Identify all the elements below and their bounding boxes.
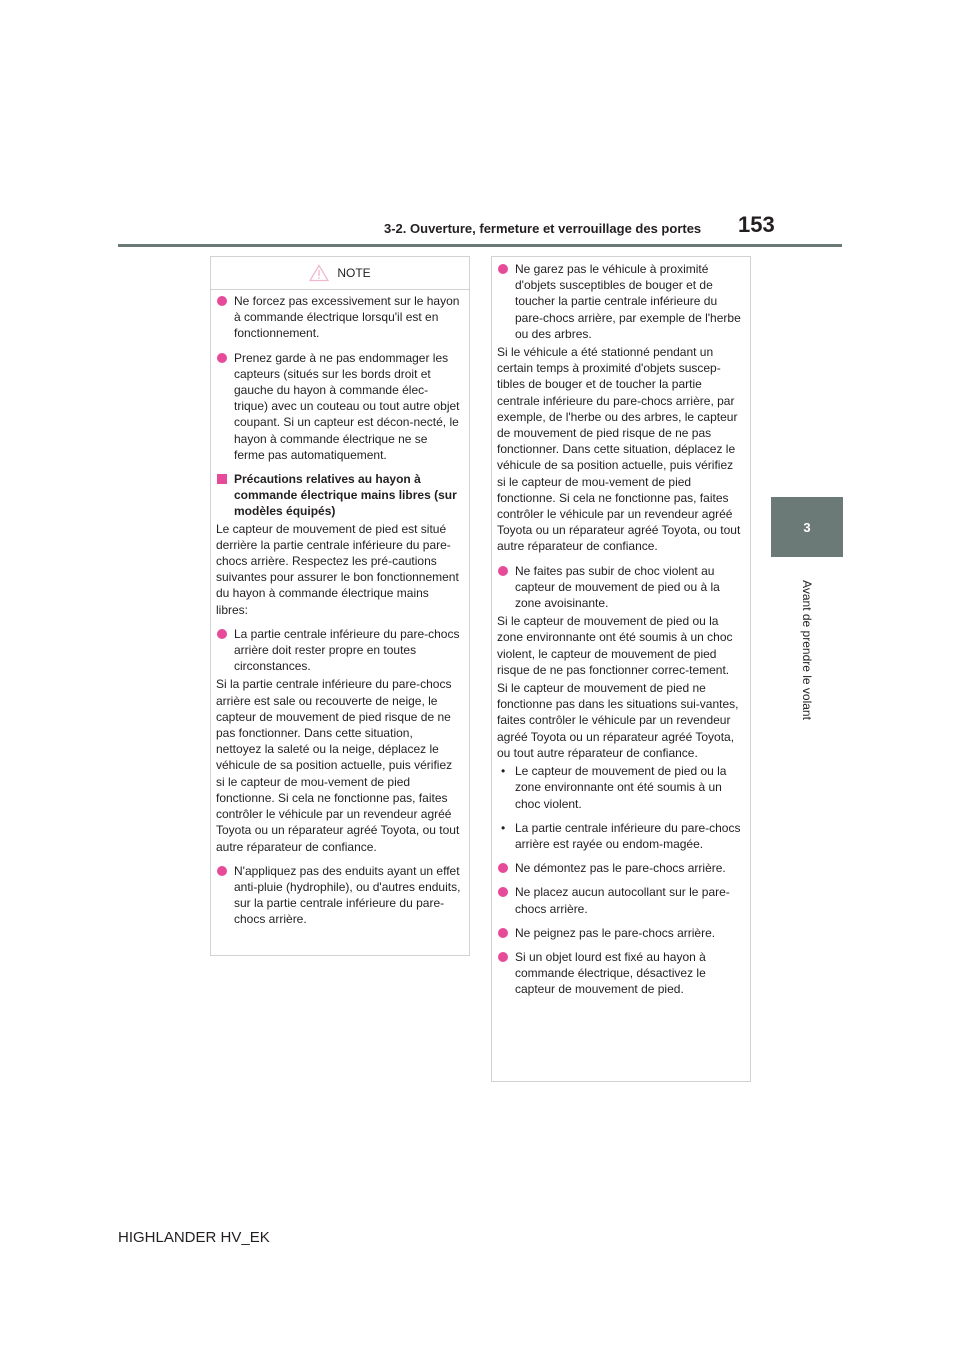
paragraph: Le capteur de mouvement de pied est situé derrière la partie centrale inférieure du pare-chocs arrière. Respectez les pré-cautions suivantes pour assurer le bon fonctionnement du hayon à commande électrique mains libres: [216, 521, 459, 617]
paragraph: Si le véhicule a été stationné pendant un certain temps à proximité d'objets suscep-tibles de bouger et de toucher la partie centrale inférieure du pare-chocs arrière, par exemple, de l'herbe ou des arbres, le capteur de mouvement de pied risque de ne pas fonctionner. Dans cette situation, déplacez le véhicule de sa position actuelle, puis vérifiez si le capteur de mou-vement de pied fonctionne. Si cela ne fonctionne pas, faites contrôler le véhicule par un revendeur agréé Toyota ou un réparateur agréé Toyota, ou tout autre réparateur de confiance. [497, 345, 741, 554]
section-heading [216, 471, 461, 520]
bullet-dot-icon [498, 952, 508, 962]
bullet-dot-icon [498, 928, 508, 938]
list-item-text: Ne démontez pas le pare-chocs arrière. [515, 861, 726, 876]
bullet-dot-icon [498, 863, 508, 873]
list-item [497, 949, 742, 998]
note-box-left [210, 256, 470, 956]
note-header [211, 257, 469, 290]
list-item-text: Ne faites pas subir de choc violent au capteur de mouvement de pied ou à la zone avoisinante. [515, 563, 720, 611]
list-item-text: Ne placez aucun autocollant sur le pare-chocs arrière. [515, 885, 730, 916]
list-item-text: N'appliquez pas des enduits ayant un effet anti-pluie (hydrophile), ou d'autres enduits, sur la partie centrale inférieure du pare-chocs arrière. [234, 863, 461, 927]
list-item-text: Ne garez pas le véhicule à proximité d'objets susceptibles de bouger et de toucher la partie centrale inférieure du pare-chocs arrière, par exemple de l'herbe ou des arbres. [515, 262, 741, 341]
list-item-text: Ne peignez pas le pare-chocs arrière. [515, 925, 716, 940]
chapter-title: Avant de prendre le volant [800, 580, 814, 720]
bullet-dot-icon [217, 866, 227, 876]
list-item [497, 925, 742, 941]
bullet-dot-icon [217, 629, 227, 639]
sub-list-item-text: La partie centrale inférieure du pare-chocs arrière est rayée ou endom-magée. [515, 820, 741, 851]
section-heading-text: Précautions relatives au hayon à commande électrique mains libres (sur modèles équipés) [234, 472, 457, 519]
list-item-text: Prenez garde à ne pas endommager les capteurs (situés sur les bords droit et gauche du hayon à commande élec-trique) avec un couteau ou tout autre objet coupant. Si un capteur est décon-necté, le hayon à commande électrique ne se ferme pas automatiquement. [234, 350, 460, 462]
header-divider [118, 244, 842, 247]
list-item-text: Si un objet lourd est fixé au hayon à commande électrique, désactivez le capteur de mouvement de pied. [515, 949, 706, 997]
footer-model-name: HIGHLANDER HV_EK [118, 1229, 270, 1246]
note-content-left [211, 290, 469, 928]
sub-list-item [497, 820, 742, 852]
bullet-mark: • [501, 820, 506, 835]
chapter-tab [771, 497, 843, 557]
square-bullet-icon [217, 474, 227, 484]
list-item [216, 626, 461, 675]
list-item [497, 563, 742, 612]
bullet-mark: • [501, 764, 506, 779]
list-item [497, 261, 742, 342]
note-box-right [491, 256, 751, 1082]
list-item-text: Ne forcez pas excessivement sur le hayon à commande électrique lorsqu'il est en fonctionnement. [234, 294, 460, 341]
chapter-side-label [798, 566, 816, 734]
paragraph: Si le capteur de mouvement de pied ne fonctionne pas dans les situations sui-vantes, faites contrôler le véhicule par un revendeur agréé Toyota ou un réparateur agréé Toyota, ou tout autre réparateur de confiance. [497, 681, 739, 760]
list-item [497, 884, 742, 916]
note-content-right [492, 257, 750, 998]
list-item-text: La partie centrale inférieure du pare-chocs arrière doit rester propre en toutes circonstances. [234, 626, 460, 674]
running-header-title: 3-2. Ouverture, fermeture et verrouillage des portes [384, 221, 702, 236]
paragraph: Si la partie centrale inférieure du pare-chocs arrière est sale ou recouverte de neige, le capteur de mouvement de pied risque de ne pas fonctionner. Dans cette situation, nettoyez la saleté ou la neige, déplacez le véhicule de sa position actuelle, puis vérifiez si le capteur de mou-vement de pied fonctionne. Si cela ne fonctionne pas, faites contrôler le véhicule par un revendeur agréé Toyota ou un réparateur agréé Toyota, ou tout autre réparateur de confiance. [216, 677, 460, 854]
bullet-dot-icon [217, 353, 227, 363]
paragraph: Si le capteur de mouvement de pied ou la zone environnante ont été soumis à un choc violent, le capteur de mouvement de pied risque de ne pas fonctionner correc-tement. [497, 614, 733, 677]
sub-list-item-text: Le capteur de mouvement de pied ou la zone environnante ont été soumis à un choc violent. [515, 764, 727, 811]
list-item [497, 860, 742, 876]
sub-list-item [497, 763, 742, 812]
list-item [216, 863, 461, 928]
bullet-dot-icon [498, 264, 508, 274]
warning-triangle-icon [309, 264, 329, 282]
chapter-number: 3 [803, 519, 811, 535]
bullet-dot-icon [498, 566, 508, 576]
bullet-dot-icon [498, 887, 508, 897]
note-label: NOTE [337, 266, 371, 280]
list-item [216, 293, 461, 342]
bullet-dot-icon [217, 296, 227, 306]
page-number: 153 [738, 212, 775, 237]
list-item [216, 350, 461, 463]
